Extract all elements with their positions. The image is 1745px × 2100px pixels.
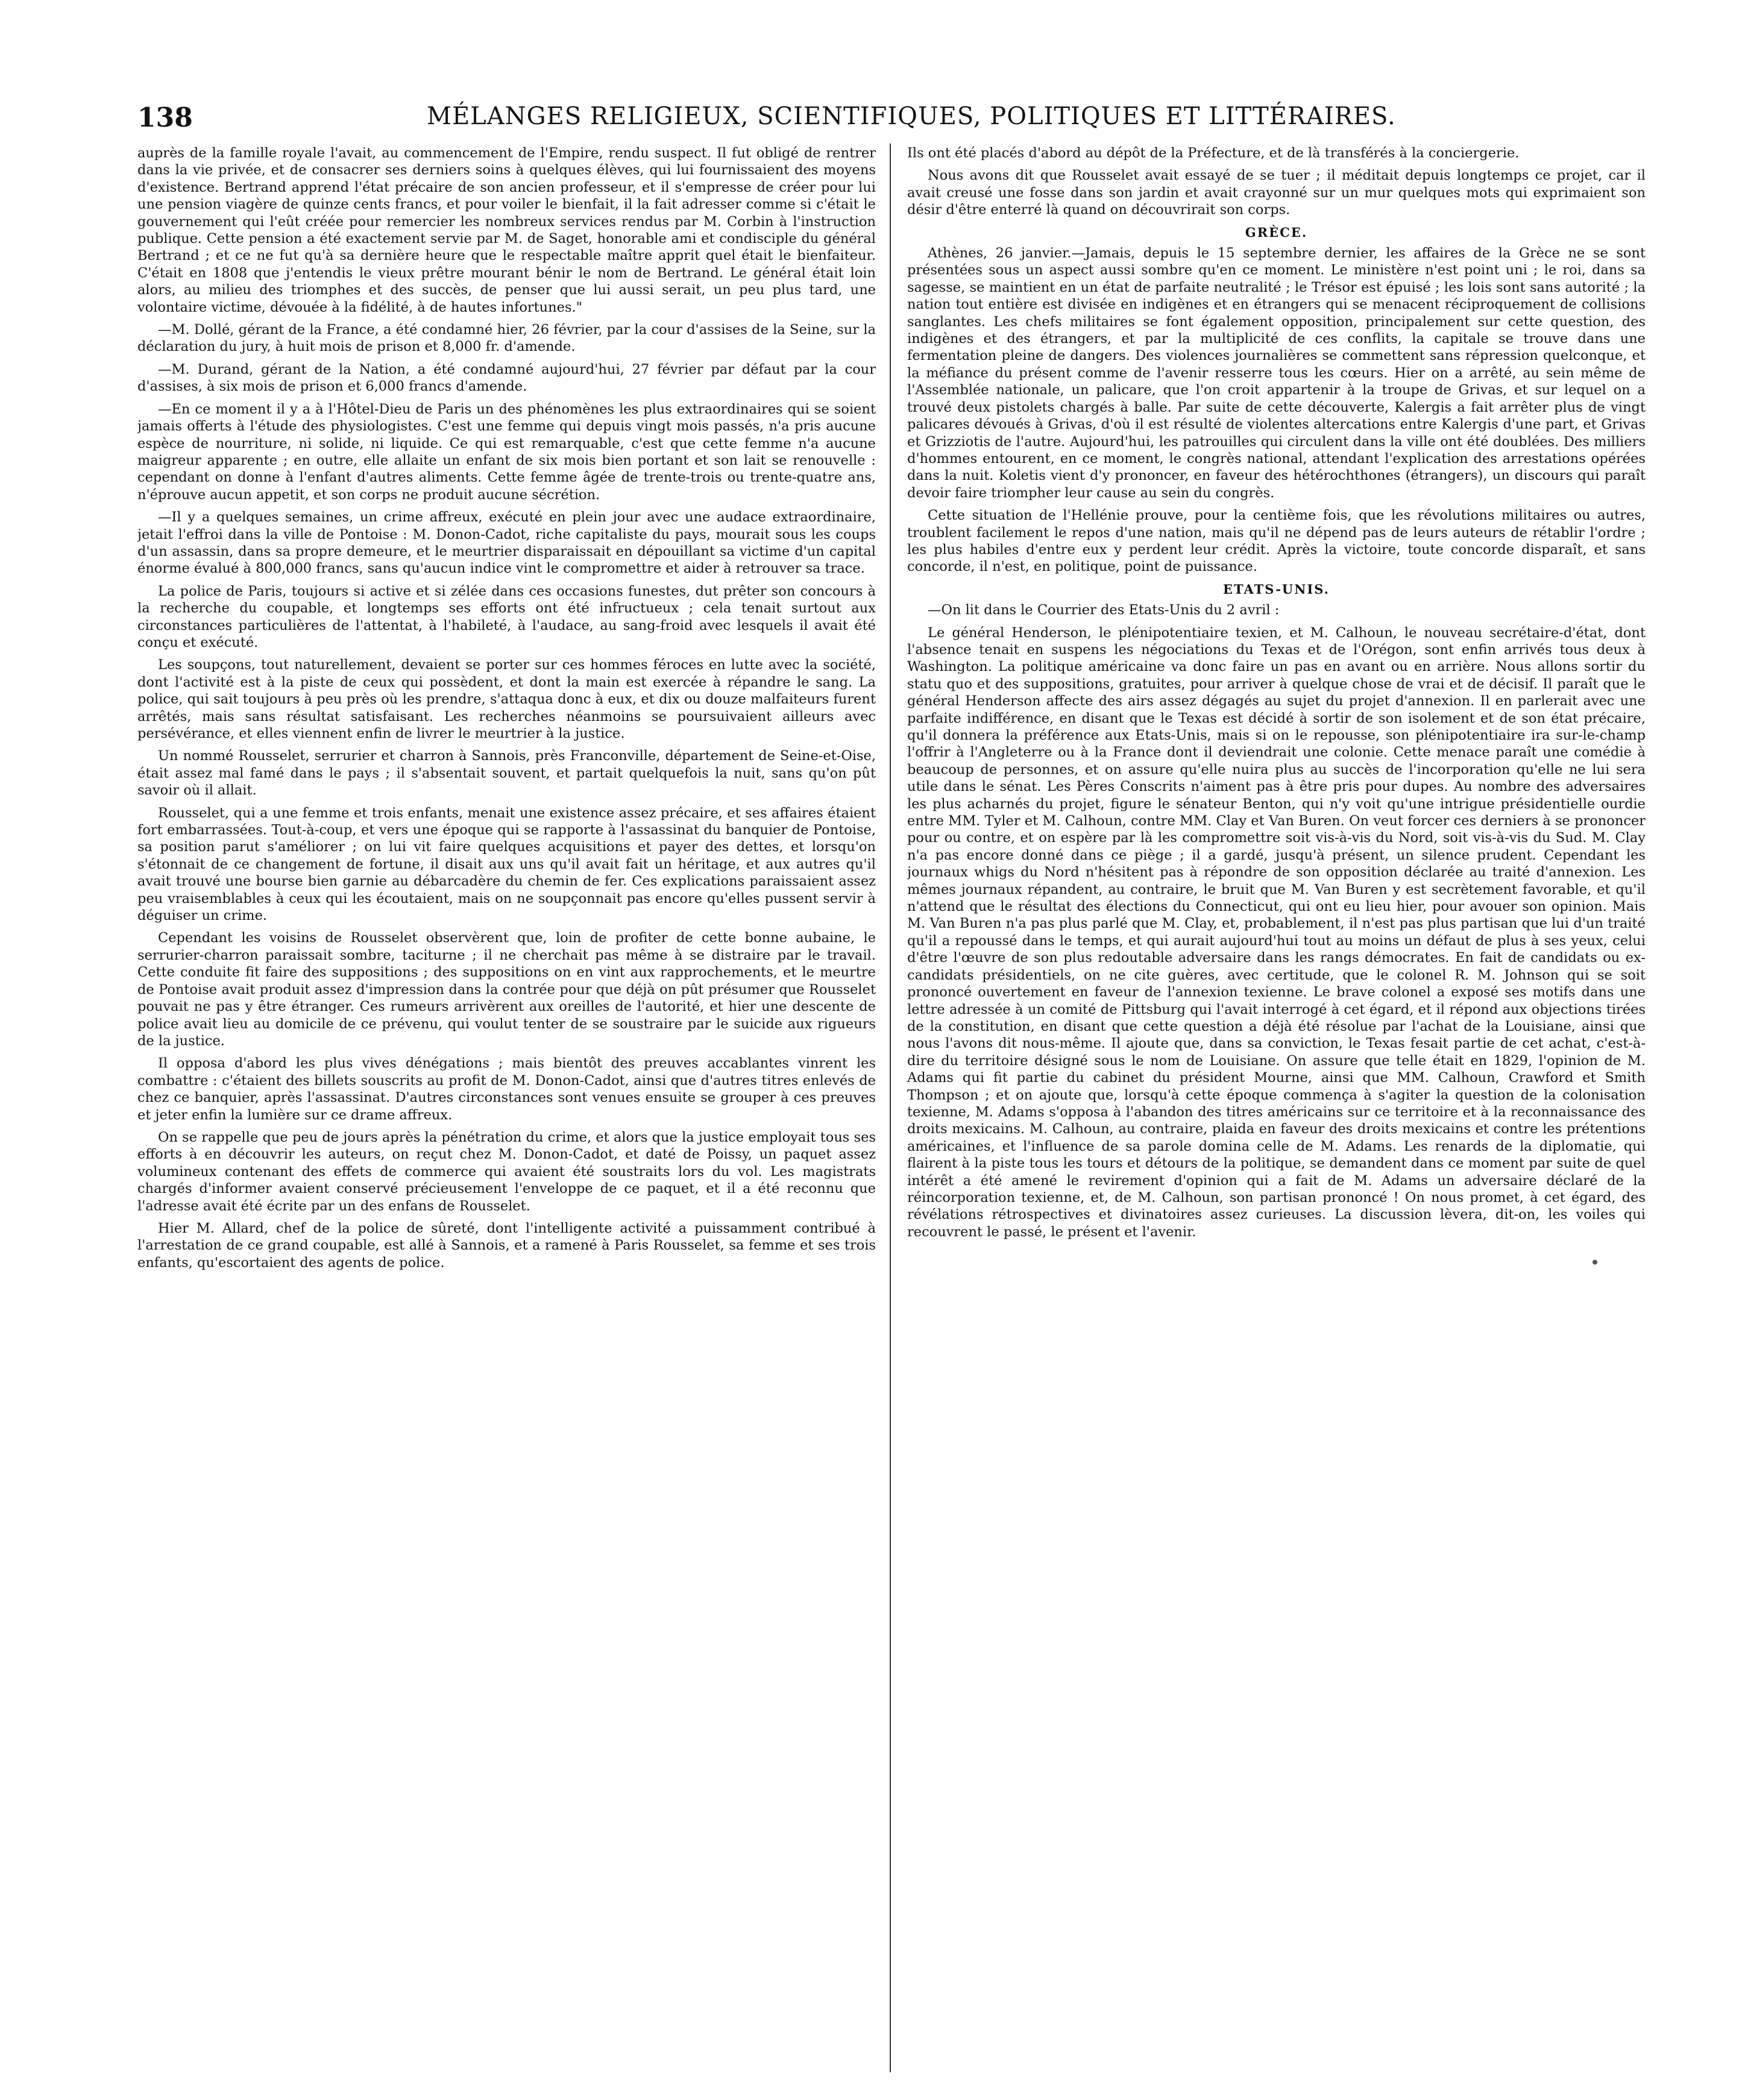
paragraph: Les soupçons, tout naturellement, devaient se porter sur ces hommes féroces en lutte avec la société, dont l'activité est à la piste de ceux qui possèdent, et dont la main est exercée à répandre le sang. La police, qui sait toujours à peu près où les prendre, s'attaqua donc à eux, et dix ou douze malfaiteurs furent arrêtés, mais sans résultat satisfaisant. Les recherches néanmoins se poursuivaient ailleurs avec persévérance, et elles viennent enfin de livrer le meurtrier à la justice. bbox=[137, 657, 876, 741]
paragraph: Cependant les voisins de Rousselet observèrent que, loin de profiter de cette bonne aubaine, le serrurier-charron paraissait sombre, taciturne ; il ne cherchait pas même à se distraire par le travail. Cette conduite fit faire des suppositions ; des suppositions on en vint aux rapprochements, et le meurtre de Pontoise avait produit assez d'impression dans la contrée pour que déjà on pût présumer que Rousselet pouvait ne pas y être étranger. Ces rumeurs arrivèrent aux oreilles de l'autorité, et hier une descente de police avait lieu au domicile de ce prévenu, qui voulut tenter de se soustraire par le suicide aux rigueurs de la justice. bbox=[137, 930, 876, 1049]
paragraph: —M. Durand, gérant de la Nation, a été condamné aujourd'hui, 27 février par défaut par la cour d'assises, à six mois de prison et 6,000 francs d'amende. bbox=[137, 361, 876, 395]
paragraph: On se rappelle que peu de jours après la pénétration du crime, et alors que la justice employait tous ses efforts à en découvrir les auteurs, on reçut chez M. Donon-Cadot, et daté de Poissy, un paquet assez volumineux contenant des effets de commerce qui avaient été soustraits lors du vol. Les magistrats chargés d'informer avaient conservé précieusement l'enveloppe de ce paquet, et il a été reconnu que l'adresse avait été écrite par un des enfans de Rousselet. bbox=[137, 1129, 876, 1214]
page-header bbox=[137, 102, 1656, 139]
left-column bbox=[137, 145, 876, 2083]
paragraph: auprès de la famille royale l'avait, au commencement de l'Empire, rendu suspect. Il fut obligé de rentrer dans la vie privée, et de consacrer ses derniers soins à quelques élèves, qui lui fournissaient des moyens d'existence. Bertrand apprend l'état précaire de son ancien professeur, et il s'empresse de créer pour lui une pension viagère de quinze cents francs, et pour voiler le bienfait, il la fait adresser comme si c'était le gouvernement qui l'eût créée pour remercier les nombreux services rendus par M. Corbin à l'instruction publique. Cette pension a été exactement servie par M. de Saget, honorable ami et condisciple du général Bertrand ; et ce ne fut qu'à sa dernière heure que le respectable maître apprit quel était le bienfaiteur. C'était en 1808 que j'entendis le vieux prêtre mourant bénir le nom de Bertrand. Le général était loin alors, au milieu des triomphes et des succès, de penser que lui aussi serait, un peu plus tard, une volontaire victime, dévouée à la fidélité, à de hautes infortunes." bbox=[137, 145, 876, 315]
paragraph: La police de Paris, toujours si active et si zélée dans ces occasions funestes, dut prêter son concours à la recherche du coupable, et longtemps ses efforts ont été infructueux ; cela tenait surtout aux circonstances particulières de l'attentat, à l'habileté, à l'audace, au sang-froid avec lesquels il avait été conçu et exécuté. bbox=[137, 583, 876, 650]
paragraph: Ils ont été placés d'abord au dépôt de la Préfecture, et de là transférés à la conciergerie. bbox=[907, 145, 1520, 161]
column-divider bbox=[890, 143, 891, 2072]
paragraph: Cette situation de l'Hellénie prouve, pour la centième fois, que les révolutions militaires ou autres, troublent facilement le repos d'une nation, mais qu'il ne dépend pas de leurs auteurs de rétablir l'ordre ; les plus habiles d'entre eux y perdent leur crédit. Après la victoire, toute concorde disparaît, et sans concorde, il n'est, en politique, point de puissance. bbox=[907, 508, 1646, 575]
paragraph: Rousselet, qui a une femme et trois enfants, menait une existence assez précaire, et ses affaires étaient fort embarrassées. Tout-à-coup, et vers une époque qui se rapporte à l'assassinat du banquier de Pontoise, sa position parut s'améliorer ; on lui vit faire quelques acquisitions et payer des dettes, et lorsqu'on s'étonnait de ce changement de fortune, il disait aux uns qu'il avait fait un héritage, et aux autres qu'il avait trouvé une bourse bien garnie au débarcadère du chemin de fer. Ces explications paraissaient assez peu vraisemblables à ceux qui les écoutaient, mais on ne soupçonnait pas encore qu'elles pussent servir à déguiser un crime. bbox=[137, 805, 876, 924]
ink-dot bbox=[1593, 1260, 1597, 1265]
paragraph: —M. Dollé, gérant de la France, a été condamné hier, 26 février, par la cour d'assises de la Seine, sur la déclaration du jury, à huit mois de prison et 8,000 fr. d'amende. bbox=[137, 322, 876, 355]
paragraph: —Il y a quelques semaines, un crime affreux, exécuté en plein jour avec une audace extraordinaire, jetait l'effroi dans la ville de Pontoise : M. Donon-Cadot, riche capitaliste du pays, mourait sous les coups d'un assassin, dans sa propre demeure, et le meurtrier disparaissait en dépouillant sa victime d'un capital énorme évalué à 800,000 francs, sans qu'aucun indice vint le compromettre et aider à retrouver sa trace. bbox=[137, 509, 876, 577]
paragraph: Athènes, 26 janvier.—Jamais, depuis le 15 septembre dernier, les affaires de la Grèce ne se sont présentées sous un aspect aussi sombre qu'en ce moment. Le ministère n'est point uni ; le roi, dans sa sagesse, se maintient en un état de parfaite neutralité ; le Trésor est épuisé ; les lois sont sans autorité ; la nation tout entière est divisée en indigènes et en étrangers qui se menacent réciproquement de collisions sanglantes. Les chefs militaires se font également opposition, principalement sur cette question, des indigènes et des étrangers, et par la multiplicité de ces conflits, la capitale se trouve dans une fermentation pleine de dangers. Des violences journalières se commettent sans répression quelconque, et la méfiance du présent comme de l'avenir resserre tous les cœurs. Hier on a arrêté, au sein même de l'Assemblée nationale, un palicare, que l'on croit appartenir à la troupe de Grivas, et sur lequel on a trouvé deux pistolets chargés à balle. Par suite de cette découverte, Kalergis a fait arrêter plus de vingt palicares dévoués à Grivas, d'où il est résulté de violentes altercations entre Kalergis d'une part, et Grivas et Grizziotis de l'autre. Aujourd'hui, les patrouilles qui circulent dans la ville ont été doublées. Des milliers d'hommes entourent, en ce moment, le congrès national, attendant l'explication des arrestations opérées dans la nuit. Koletis vient d'y prononcer, en faveur des hétérochthones (étrangers), un discours qui paraît devoir faire triompher leur cause au sein du congrès. bbox=[907, 245, 1646, 501]
paragraph: Hier M. Allard, chef de la police de sûreté, dont l'intelligente activité a puissamment contribué à l'arrestation de ce grand coupable, est allé à Sannois, et a ramené à Paris Rousselet, sa femme et ses trois enfants, qu'escortaient des agents de police. bbox=[137, 1220, 876, 1271]
paragraph: Un nommé Rousselet, serrurier et charron à Sannois, près Franconville, département de Seine-et-Oise, était assez mal famé dans le pays ; il s'absentait souvent, et partait quelquefois la nuit, sans qu'on pût savoir où il allait. bbox=[137, 748, 876, 799]
paragraph: Nous avons dit que Rousselet avait essayé de se tuer ; il méditait depuis longtemps ce projet, car il avait creusé une fosse dans son jardin et avait crayonné sur un mur quelques mots qui exprimaient son désir d'être enterré là quand on découvrirait son corps. bbox=[907, 168, 1646, 218]
section-heading-greece: GRÈCE. bbox=[1245, 224, 1308, 240]
running-title: MÉLANGES RELIGIEUX, SCIENTIFIQUES, POLITIQUES ET LITTÉRAIRES. bbox=[427, 102, 1396, 130]
paragraph: —On lit dans le Courrier des Etats-Unis du 2 avril : bbox=[928, 602, 1280, 618]
page-number: 138 bbox=[137, 102, 193, 133]
section-heading-us: ETATS-UNIS. bbox=[1223, 581, 1330, 597]
paragraph: Il opposa d'abord les plus vives dénégations ; mais bientôt des preuves accablantes vinrent les combattre : c'étaient des billets souscrits au profit de M. Donon-Cadot, ainsi que d'autres titres enlevés de chez ce banquier, après l'assassinat. D'autres circonstances sont venues ensuite se grouper à ces preuves et jeter enfin la lumière sur ce drame affreux. bbox=[137, 1055, 876, 1123]
right-column bbox=[907, 145, 1646, 2083]
paragraph: —En ce moment il y a à l'Hôtel-Dieu de Paris un des phénomènes les plus extraordinaires qui se soient jamais offerts à l'étude des physiologistes. C'est une femme qui depuis vingt mois passés, n'a pris aucune espèce de nourriture, ni solide, ni liquide. Ce qui est remarquable, c'est que cette femme n'a aucune maigreur apparente ; en outre, elle allaite un enfant de six mois bien portant et son lait se renouvelle : cependant on donne à l'enfant d'autres aliments. Cette femme âgée de trente-trois ou trente-quatre ans, n'éprouve aucun appetit, et son corps ne produit aucune sécrétion. bbox=[137, 401, 876, 503]
paragraph: Le général Henderson, le plénipotentiaire texien, et M. Calhoun, le nouveau secrétaire-d'état, dont l'absence tenait en suspens les négociations du Texas et de l'Orégon, sont enfin arrivés tous deux à Washington. La politique américaine va donc faire un pas en avant ou en arrière. Nous allons sortir du statu quo et des suppositions, gratuites, pour arriver à quelque chose de vrai et de décisif. Il paraît que le général Henderson affecte des airs assez dégagés au sujet du projet d'annexion. Il en parlerait avec une parfaite indifférence, en disant que le Texas est décidé à sortir de son isolement et de son état précaire, qu'il donnera la préférence aux Etats-Unis, mais si on le repousse, son plénipotentiaire ira sur-le-champ l'offrir à l'Angleterre ou à la France dont il deviendrait une colonie. Cette menace paraît une comédie à beaucoup de personnes, et on assure qu'elle nuira plus au succès de l'incorporation qu'elle ne lui sera utile dans le sénat. Les Pères Conscrits n'aiment pas à être pris pour dupes. Au nombre des adversaires les plus acharnés du projet, figure le sénateur Benton, qui n'y voit qu'une intrigue présidentielle ourdie entre MM. Tyler et M. Calhoun, contre MM. Clay et Van Buren. On veut forcer ces derniers à se prononcer pour ou contre, et on espère par là les compromettre soit vis-à-vis du Nord, soit vis-à-vis du Sud. M. Clay n'a pas encore donné dans ce piège ; il a gardé, jusqu'à présent, un silence prudent. Cependant les journaux whigs du Nord n'hésitent pas à répondre de son opposition déclarée au traité d'annexion. Les mêmes journaux répandent, au contraire, le bruit que M. Van Buren y est secrètement favorable, et qu'il n'attend que le résultat des élections du Connecticut, qui ont eu lieu hier, pour avouer son opinion. Mais M. Van Buren n'a pas plus parlé que M. Clay, et, probablement, il n'est pas plus partisan que lui d'un traité qu'il a repoussé dans le temps, et qui aurait aujourd'hui tout au moins un défaut de plus à ses yeux, celui d'être l'œuvre de son plus redoutable adversaire dans les rangs démocrates. En fait de candidats ou ex-candidats présidentiels, on ne cite guères, avec certitude, que le colonel R. M. Johnson qui se soit prononcé ouvertement en faveur de l'annexion texienne. Le brave colonel a exposé ses motifs dans une lettre adressée à un comité de Pittsburg qui l'avait interrogé à cet égard, et il répond aux objections tirées de la constitution, en disant que cette question a déjà été résolue par l'achat de la Louisiane, ainsi que nous l'avons dit nous-même. Il ajoute que, dans sa conviction, le Texas fesait partie de cet achat, c'est-à-dire du territoire désigné sous le nom de Louisiane. On assure que telle était en 1829, l'opinion de M. Adams qui fit partie du cabinet du président Mourne, ainsi que MM. Calhoun, Crawford et Smith Thompson ; et on ajoute que, lorsqu'à cette époque commença à s'agiter la question de la colonisation texienne, M. Adams s'opposa à l'abandon des titres américains sur ce territoire et à la reconnaissance des droits mexicains. M. Calhoun, au contraire, plaida en faveur des droits mexicains et contre les prétentions américaines, et l'influence de sa parole domina celle de M. Adams. Les renards de la diplomatie, qui flairent à la piste tous les tours et détours de la politique, se demandent dans ce moment par suite de quel intérêt a été amené le revirement d'opinion qui a fait de M. Adams un adversaire déclaré de la réincorporation texienne, et, de M. Calhoun, son partisan prononcé ! On nous promet, à cet égard, des révélations rétrospectives et divinatoires assez curieuses. La discussion lèvera, dit-on, les voiles qui recouvrent le passé, le présent et l'avenir. bbox=[907, 624, 1646, 1240]
